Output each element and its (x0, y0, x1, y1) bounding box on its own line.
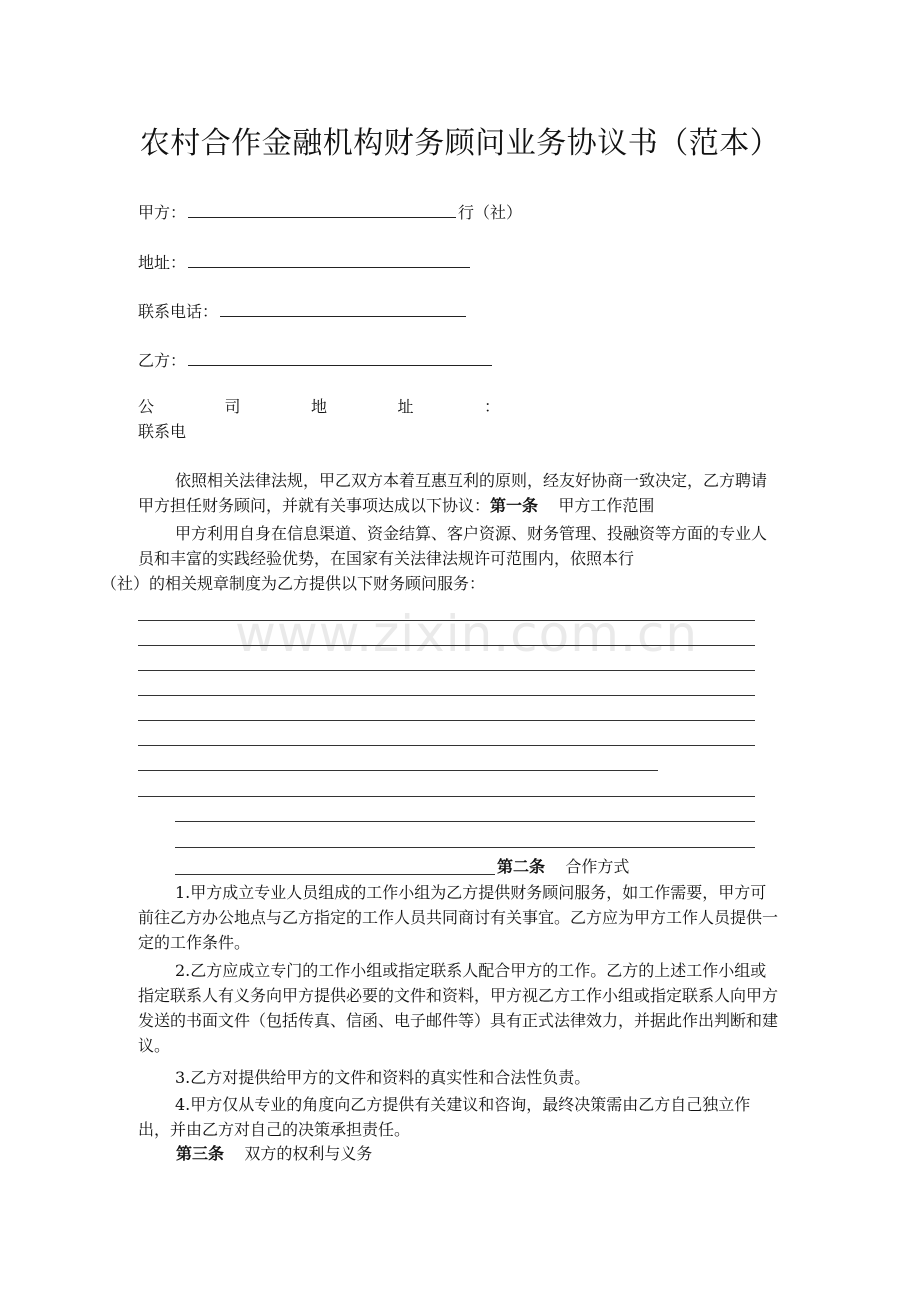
cooperation-item-4: 4.甲方仅从专业的角度向乙方提供有关建议和咨询，最终决策需由乙方自己独立作出，并由乙方对自己的决策承担责任。 (138, 1095, 751, 1139)
article3-title: 双方的权利与义务 (244, 1144, 373, 1163)
blank-line[interactable] (175, 847, 755, 848)
party-b-blank[interactable] (188, 348, 492, 366)
company-address-char: 公 (138, 397, 155, 416)
blank-line[interactable] (138, 770, 658, 771)
party-b-label: 乙方： (138, 351, 187, 370)
article1-title: 甲方工作范围 (558, 496, 655, 515)
blank-line[interactable] (138, 745, 755, 746)
scope-text-2: （社）的相关规章制度为乙方提供以下财务顾问服务： (101, 574, 486, 593)
article2-label: 第二条 (497, 857, 546, 876)
blank-line[interactable] (138, 645, 755, 646)
intro-paragraph (138, 468, 778, 518)
blank-line[interactable] (138, 620, 755, 621)
address-blank[interactable] (188, 250, 470, 268)
cooperation-item-3: 3.乙方对提供给甲方的文件和资料的真实性和合法性负责。 (175, 1068, 591, 1087)
party-a-suffix: 行（社） (458, 203, 523, 222)
party-b-field (138, 348, 494, 372)
blank-line[interactable] (175, 874, 495, 875)
company-address-field (138, 396, 500, 418)
blank-line[interactable] (175, 821, 755, 822)
watermark: www.zixin.com.cn (235, 605, 699, 663)
article3-label: 第三条 (176, 1144, 225, 1163)
phone-blank[interactable] (220, 299, 466, 317)
party-a-label: 甲方： (138, 203, 187, 222)
phone-field (138, 299, 468, 323)
article1-label: 第一条 (490, 496, 539, 515)
party-a-field (138, 200, 522, 224)
company-address-char: 地 (310, 397, 327, 416)
scope-paragraph (101, 521, 768, 596)
scope-text: 甲方利用自身在信息渠道、资金结算、客户资源、财务管理、投融资等方面的专业人员和丰富的实践经验优势，在国家有关法律法规许可范围内，依照本行 (138, 524, 768, 568)
blank-line[interactable] (138, 695, 755, 696)
company-address-char: 址 (397, 397, 414, 416)
article3-heading (176, 1143, 372, 1165)
blank-line[interactable] (138, 720, 755, 721)
address-field (138, 250, 472, 274)
company-address-char: ： (483, 397, 500, 416)
address-label: 地址： (138, 253, 187, 272)
contact-field: 联系电 (138, 422, 187, 441)
cooperation-item-2: 2.乙方应成立专门的工作小组或指定联系人配合甲方的工作。乙方的上述工作小组或指定联系人有义务向甲方提供必要的文件和资料，甲方视乙方工作小组或指定联系人向甲方发送的书面文件（包括传真、信函、电子邮件等）具有正式法律效力，并据此作出判断和建议。 (138, 961, 779, 1055)
party-a-blank[interactable] (188, 200, 456, 218)
article2-title: 合作方式 (565, 857, 630, 876)
phone-label: 联系电话： (138, 302, 219, 321)
document-title: 农村合作金融机构财务顾问业务协议书（范本） (139, 126, 781, 161)
intro-text: 依照相关法律法规，甲乙双方本着互惠互利的原则，经友好协商一致决定，乙方聘请甲方担任财务顾问，并就有关事项达成以下协议： (138, 471, 768, 515)
blank-line[interactable] (138, 670, 755, 671)
company-address-char: 司 (224, 397, 241, 416)
cooperation-item-1: 1.甲方成立专业人员组成的工作小组为乙方提供财务顾问服务，如工作需要，甲方可前往乙方办公地点与乙方指定的工作人员共同商讨有关事宜。乙方应为甲方工作人员提供一定的工作条件。 (138, 883, 779, 952)
article2-heading (497, 856, 629, 878)
blank-line[interactable] (138, 796, 755, 797)
